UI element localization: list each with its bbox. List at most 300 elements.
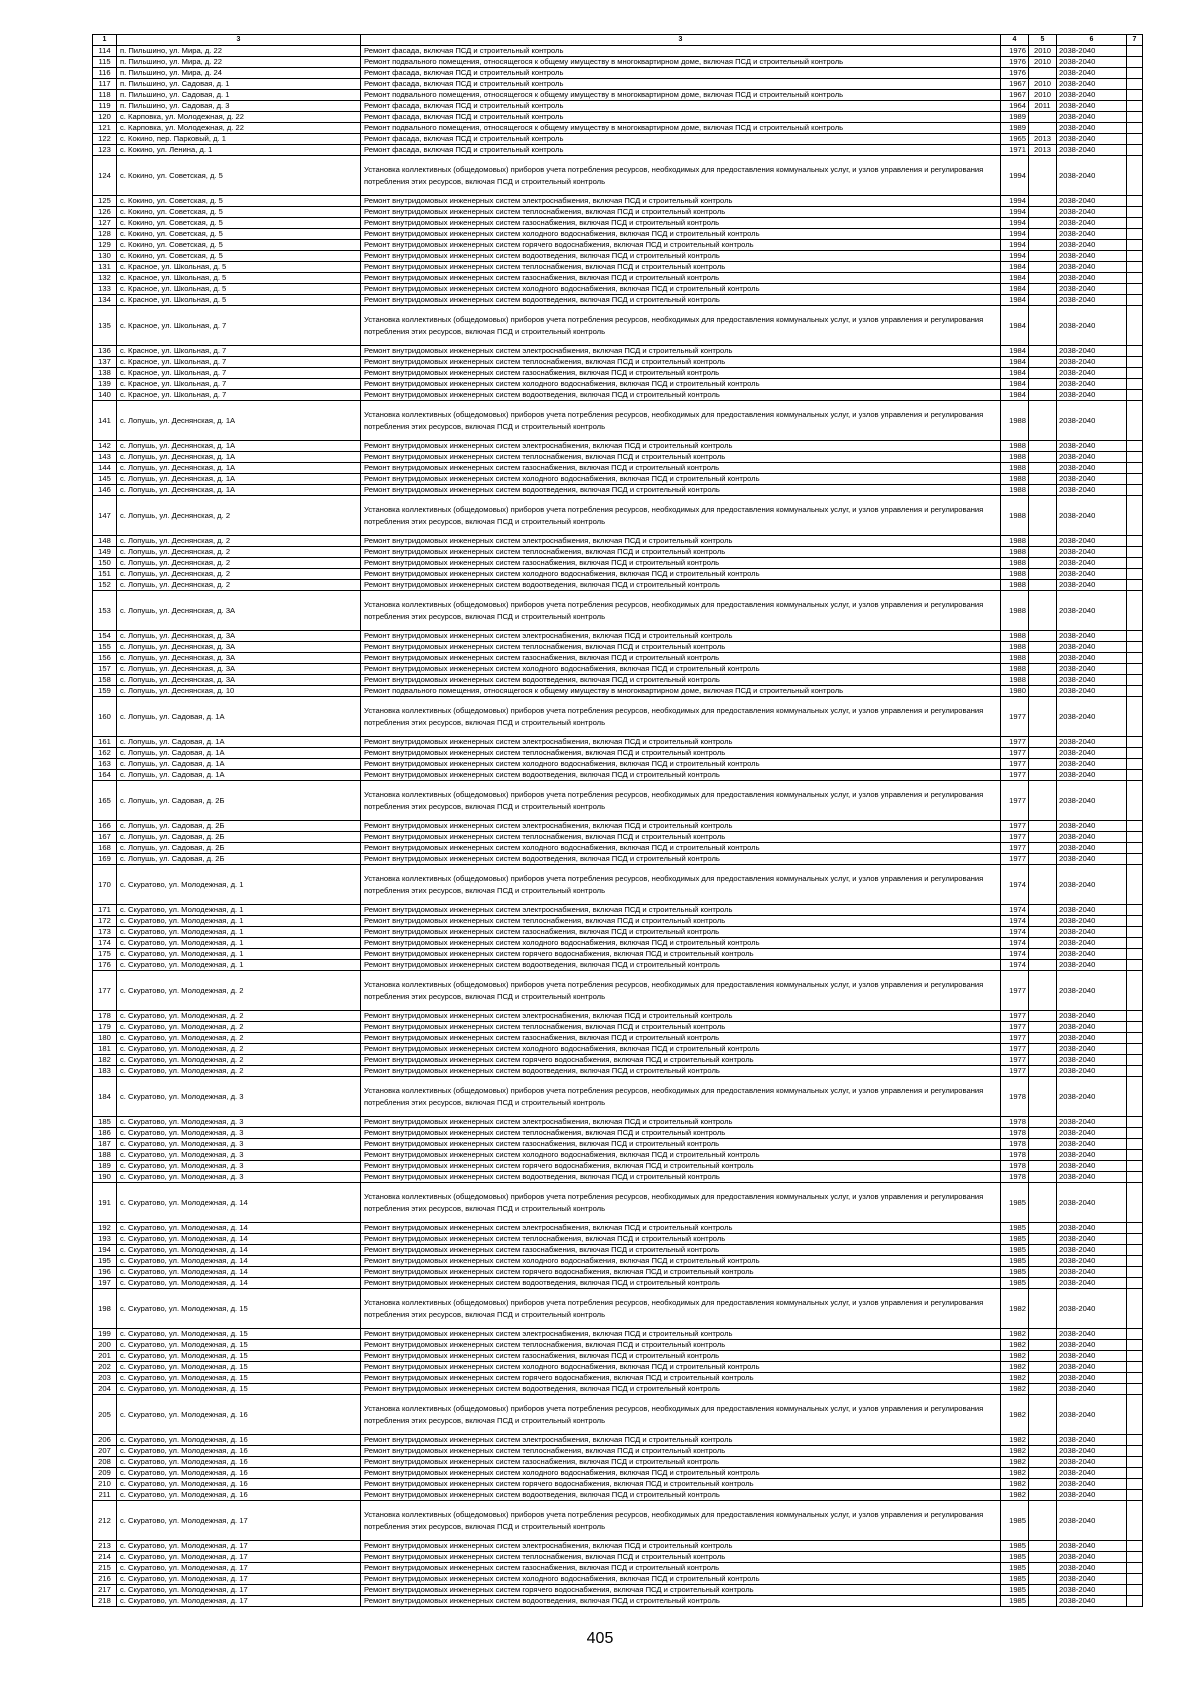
table-row bbox=[93, 547, 1143, 558]
row-note bbox=[1127, 46, 1143, 57]
row-repair-year bbox=[1029, 1044, 1057, 1055]
row-note bbox=[1127, 1574, 1143, 1585]
row-repair-year bbox=[1029, 536, 1057, 547]
row-note bbox=[1127, 759, 1143, 770]
row-repair-year bbox=[1029, 401, 1057, 441]
row-repair-year: 2010 bbox=[1029, 46, 1057, 57]
row-period: 2038-2040 bbox=[1057, 90, 1127, 101]
table-row bbox=[93, 971, 1143, 1011]
row-build-year: 1978 bbox=[1001, 1172, 1029, 1183]
row-work-type: Ремонт внутридомовых инженерных систем теплоснабжения, включая ПСД и строительный контроль bbox=[361, 1128, 1001, 1139]
row-period: 2038-2040 bbox=[1057, 1267, 1127, 1278]
row-note bbox=[1127, 485, 1143, 496]
table-row bbox=[93, 1289, 1143, 1329]
row-work-type: Ремонт внутридомовых инженерных систем теплоснабжения, включая ПСД и строительный контроль bbox=[361, 1552, 1001, 1563]
row-build-year: 1985 bbox=[1001, 1585, 1029, 1596]
row-work-type: Ремонт внутридомовых инженерных систем электроснабжения, включая ПСД и строительный контроль bbox=[361, 346, 1001, 357]
row-build-year: 1984 bbox=[1001, 284, 1029, 295]
row-number: 214 bbox=[93, 1552, 117, 1563]
row-address: с. Скуратово, ул. Молодежная, д. 15 bbox=[117, 1289, 361, 1329]
row-work-type: Ремонт внутридомовых инженерных систем газоснабжения, включая ПСД и строительный контроль bbox=[361, 1351, 1001, 1362]
row-repair-year bbox=[1029, 737, 1057, 748]
row-repair-year bbox=[1029, 123, 1057, 134]
row-number: 162 bbox=[93, 748, 117, 759]
row-period: 2038-2040 bbox=[1057, 770, 1127, 781]
row-address: с. Скуратово, ул. Молодежная, д. 15 bbox=[117, 1362, 361, 1373]
row-period: 2038-2040 bbox=[1057, 1289, 1127, 1329]
row-build-year: 1988 bbox=[1001, 474, 1029, 485]
row-work-type: Ремонт внутридомовых инженерных систем холодного водоснабжения, включая ПСД и строительный контроль bbox=[361, 1362, 1001, 1373]
row-address: п. Пильшино, ул. Садовая, д. 1 bbox=[117, 79, 361, 90]
row-repair-year bbox=[1029, 1150, 1057, 1161]
row-note bbox=[1127, 843, 1143, 854]
table-row bbox=[93, 207, 1143, 218]
row-repair-year bbox=[1029, 664, 1057, 675]
table-row bbox=[93, 68, 1143, 79]
row-build-year: 1984 bbox=[1001, 390, 1029, 401]
row-note bbox=[1127, 207, 1143, 218]
table-row bbox=[93, 1373, 1143, 1384]
row-work-type: Ремонт внутридомовых инженерных систем водоотведения, включая ПСД и строительный контроль bbox=[361, 485, 1001, 496]
row-repair-year bbox=[1029, 295, 1057, 306]
row-work-type: Ремонт внутридомовых инженерных систем холодного водоснабжения, включая ПСД и строительный контроль bbox=[361, 938, 1001, 949]
row-work-type: Ремонт внутридомовых инженерных систем газоснабжения, включая ПСД и строительный контроль bbox=[361, 1457, 1001, 1468]
row-number: 146 bbox=[93, 485, 117, 496]
row-note bbox=[1127, 79, 1143, 90]
row-build-year: 1974 bbox=[1001, 916, 1029, 927]
row-number: 126 bbox=[93, 207, 117, 218]
table-row bbox=[93, 1574, 1143, 1585]
row-note bbox=[1127, 905, 1143, 916]
table-row bbox=[93, 1234, 1143, 1245]
row-period: 2038-2040 bbox=[1057, 642, 1127, 653]
row-work-type: Установка коллективных (общедомовых) приборов учета потребления ресурсов, необходимых для предоставления коммунальных услуг, и узлов управления и регулирования потребления этих ресурсов, включая ПСД и строительный контроль bbox=[361, 496, 1001, 536]
row-period: 2038-2040 bbox=[1057, 1044, 1127, 1055]
row-build-year: 1988 bbox=[1001, 580, 1029, 591]
row-note bbox=[1127, 101, 1143, 112]
row-number: 211 bbox=[93, 1490, 117, 1501]
row-address: с. Скуратово, ул. Молодежная, д. 16 bbox=[117, 1490, 361, 1501]
row-note bbox=[1127, 1384, 1143, 1395]
row-address: с. Скуратово, ул. Молодежная, д. 16 bbox=[117, 1435, 361, 1446]
row-number: 203 bbox=[93, 1373, 117, 1384]
row-note bbox=[1127, 653, 1143, 664]
row-number: 136 bbox=[93, 346, 117, 357]
row-number: 173 bbox=[93, 927, 117, 938]
table-row bbox=[93, 1446, 1143, 1457]
row-work-type: Ремонт внутридомовых инженерных систем холодного водоснабжения, включая ПСД и строительный контроль bbox=[361, 1256, 1001, 1267]
row-repair-year bbox=[1029, 390, 1057, 401]
row-period: 2038-2040 bbox=[1057, 1384, 1127, 1395]
row-period: 2038-2040 bbox=[1057, 653, 1127, 664]
row-repair-year bbox=[1029, 1278, 1057, 1289]
row-period: 2038-2040 bbox=[1057, 916, 1127, 927]
row-repair-year bbox=[1029, 591, 1057, 631]
row-number: 143 bbox=[93, 452, 117, 463]
table-row bbox=[93, 1256, 1143, 1267]
table-row bbox=[93, 1183, 1143, 1223]
table-row bbox=[93, 1541, 1143, 1552]
row-note bbox=[1127, 1033, 1143, 1044]
row-repair-year bbox=[1029, 631, 1057, 642]
row-build-year: 1967 bbox=[1001, 79, 1029, 90]
row-period: 2038-2040 bbox=[1057, 1161, 1127, 1172]
row-period: 2038-2040 bbox=[1057, 496, 1127, 536]
table-row bbox=[93, 1066, 1143, 1077]
row-note bbox=[1127, 1446, 1143, 1457]
row-number: 156 bbox=[93, 653, 117, 664]
row-work-type: Ремонт подвального помещения, относящегося к общему имуществу в многоквартирном доме, включая ПСД и строительный контроль bbox=[361, 123, 1001, 134]
row-build-year: 1974 bbox=[1001, 865, 1029, 905]
row-build-year: 1976 bbox=[1001, 57, 1029, 68]
header-col-last-repair-year: 5 bbox=[1029, 35, 1057, 46]
table-row bbox=[93, 653, 1143, 664]
row-number: 157 bbox=[93, 664, 117, 675]
row-repair-year bbox=[1029, 156, 1057, 196]
row-address: с. Лопушь, ул. Садовая, д. 1А bbox=[117, 770, 361, 781]
row-repair-year bbox=[1029, 960, 1057, 971]
row-work-type: Ремонт внутридомовых инженерных систем электроснабжения, включая ПСД и строительный контроль bbox=[361, 1435, 1001, 1446]
row-period: 2038-2040 bbox=[1057, 1340, 1127, 1351]
row-number: 200 bbox=[93, 1340, 117, 1351]
table-row bbox=[93, 916, 1143, 927]
row-number: 131 bbox=[93, 262, 117, 273]
row-note bbox=[1127, 631, 1143, 642]
row-note bbox=[1127, 949, 1143, 960]
row-note bbox=[1127, 686, 1143, 697]
row-period: 2038-2040 bbox=[1057, 1362, 1127, 1373]
row-repair-year bbox=[1029, 1289, 1057, 1329]
row-number: 158 bbox=[93, 675, 117, 686]
row-note bbox=[1127, 1563, 1143, 1574]
row-address: с. Красное, ул. Школьная, д. 7 bbox=[117, 368, 361, 379]
row-repair-year bbox=[1029, 1585, 1057, 1596]
row-build-year: 1985 bbox=[1001, 1541, 1029, 1552]
row-period: 2038-2040 bbox=[1057, 1183, 1127, 1223]
row-number: 147 bbox=[93, 496, 117, 536]
row-work-type: Ремонт внутридомовых инженерных систем электроснабжения, включая ПСД и строительный контроль bbox=[361, 536, 1001, 547]
table-row bbox=[93, 46, 1143, 57]
row-note bbox=[1127, 536, 1143, 547]
row-repair-year bbox=[1029, 273, 1057, 284]
row-address: с. Скуратово, ул. Молодежная, д. 3 bbox=[117, 1150, 361, 1161]
row-repair-year bbox=[1029, 697, 1057, 737]
row-build-year: 1982 bbox=[1001, 1490, 1029, 1501]
row-build-year: 1985 bbox=[1001, 1563, 1029, 1574]
row-period: 2038-2040 bbox=[1057, 832, 1127, 843]
row-build-year: 1980 bbox=[1001, 686, 1029, 697]
row-address: с. Скуратово, ул. Молодежная, д. 2 bbox=[117, 1066, 361, 1077]
row-work-type: Установка коллективных (общедомовых) приборов учета потребления ресурсов, необходимых для предоставления коммунальных услуг, и узлов управления и регулирования потребления этих ресурсов, включая ПСД и строительный контроль bbox=[361, 156, 1001, 196]
row-note bbox=[1127, 306, 1143, 346]
row-repair-year bbox=[1029, 1022, 1057, 1033]
row-period: 2038-2040 bbox=[1057, 240, 1127, 251]
table-row bbox=[93, 759, 1143, 770]
row-address: с. Лопушь, ул. Деснянская, д. 2 bbox=[117, 496, 361, 536]
table-body bbox=[93, 46, 1143, 1607]
row-address: с. Красное, ул. Школьная, д. 5 bbox=[117, 273, 361, 284]
row-work-type: Ремонт фасада, включая ПСД и строительный контроль bbox=[361, 112, 1001, 123]
row-number: 134 bbox=[93, 295, 117, 306]
row-work-type: Ремонт внутридомовых инженерных систем электроснабжения, включая ПСД и строительный контроль bbox=[361, 441, 1001, 452]
row-address: с. Лопушь, ул. Деснянская, д. 3А bbox=[117, 642, 361, 653]
row-note bbox=[1127, 218, 1143, 229]
row-work-type: Ремонт внутридомовых инженерных систем водоотведения, включая ПСД и строительный контроль bbox=[361, 1172, 1001, 1183]
row-number: 144 bbox=[93, 463, 117, 474]
row-work-type: Ремонт внутридомовых инженерных систем водоотведения, включая ПСД и строительный контроль bbox=[361, 251, 1001, 262]
row-address: с. Скуратово, ул. Молодежная, д. 1 bbox=[117, 960, 361, 971]
row-work-type: Установка коллективных (общедомовых) приборов учета потребления ресурсов, необходимых для предоставления коммунальных услуг, и узлов управления и регулирования потребления этих ресурсов, включая ПСД и строительный контроль bbox=[361, 1183, 1001, 1223]
row-period: 2038-2040 bbox=[1057, 284, 1127, 295]
table-row bbox=[93, 1033, 1143, 1044]
row-period: 2038-2040 bbox=[1057, 452, 1127, 463]
row-repair-year bbox=[1029, 781, 1057, 821]
row-number: 148 bbox=[93, 536, 117, 547]
row-address: с. Скуратово, ул. Молодежная, д. 15 bbox=[117, 1384, 361, 1395]
row-work-type: Ремонт внутридомовых инженерных систем водоотведения, включая ПСД и строительный контроль bbox=[361, 1490, 1001, 1501]
row-period: 2038-2040 bbox=[1057, 631, 1127, 642]
row-work-type: Ремонт внутридомовых инженерных систем теплоснабжения, включая ПСД и строительный контроль bbox=[361, 1234, 1001, 1245]
row-note bbox=[1127, 1585, 1143, 1596]
table-row bbox=[93, 664, 1143, 675]
row-address: с. Лопушь, ул. Садовая, д. 2Б bbox=[117, 832, 361, 843]
row-note bbox=[1127, 357, 1143, 368]
row-period: 2038-2040 bbox=[1057, 390, 1127, 401]
row-work-type: Установка коллективных (общедомовых) приборов учета потребления ресурсов, необходимых для предоставления коммунальных услуг, и узлов управления и регулирования потребления этих ресурсов, включая ПСД и строительный контроль bbox=[361, 1395, 1001, 1435]
row-number: 172 bbox=[93, 916, 117, 927]
row-note bbox=[1127, 390, 1143, 401]
row-period: 2038-2040 bbox=[1057, 1172, 1127, 1183]
row-note bbox=[1127, 1183, 1143, 1223]
row-work-type: Ремонт внутридомовых инженерных систем водоотведения, включая ПСД и строительный контроль bbox=[361, 1278, 1001, 1289]
row-work-type: Установка коллективных (общедомовых) приборов учета потребления ресурсов, необходимых для предоставления коммунальных услуг, и узлов управления и регулирования потребления этих ресурсов, включая ПСД и строительный контроль bbox=[361, 591, 1001, 631]
row-build-year: 1982 bbox=[1001, 1351, 1029, 1362]
row-number: 199 bbox=[93, 1329, 117, 1340]
table-row bbox=[93, 949, 1143, 960]
row-build-year: 1985 bbox=[1001, 1552, 1029, 1563]
row-period: 2038-2040 bbox=[1057, 1245, 1127, 1256]
row-period: 2038-2040 bbox=[1057, 580, 1127, 591]
row-repair-year bbox=[1029, 759, 1057, 770]
row-work-type: Ремонт внутридомовых инженерных систем холодного водоснабжения, включая ПСД и строительный контроль bbox=[361, 843, 1001, 854]
row-address: с. Скуратово, ул. Молодежная, д. 16 bbox=[117, 1457, 361, 1468]
row-period: 2038-2040 bbox=[1057, 1256, 1127, 1267]
row-repair-year bbox=[1029, 642, 1057, 653]
row-repair-year: 2010 bbox=[1029, 90, 1057, 101]
table-row bbox=[93, 1055, 1143, 1066]
header-row bbox=[93, 35, 1143, 46]
table-row bbox=[93, 821, 1143, 832]
row-period: 2038-2040 bbox=[1057, 1234, 1127, 1245]
row-period: 2038-2040 bbox=[1057, 101, 1127, 112]
row-number: 192 bbox=[93, 1223, 117, 1234]
row-period: 2038-2040 bbox=[1057, 1596, 1127, 1607]
row-address: с. Лопушь, ул. Деснянская, д. 10 bbox=[117, 686, 361, 697]
row-build-year: 1985 bbox=[1001, 1245, 1029, 1256]
table-row bbox=[93, 865, 1143, 905]
row-work-type: Установка коллективных (общедомовых) приборов учета потребления ресурсов, необходимых для предоставления коммунальных услуг, и узлов управления и регулирования потребления этих ресурсов, включая ПСД и строительный контроль bbox=[361, 1077, 1001, 1117]
table-row bbox=[93, 536, 1143, 547]
row-work-type: Установка коллективных (общедомовых) приборов учета потребления ресурсов, необходимых для предоставления коммунальных услуг, и узлов управления и регулирования потребления этих ресурсов, включая ПСД и строительный контроль bbox=[361, 781, 1001, 821]
row-work-type: Ремонт подвального помещения, относящегося к общему имуществу в многоквартирном доме, включая ПСД и строительный контроль bbox=[361, 90, 1001, 101]
row-note bbox=[1127, 463, 1143, 474]
row-address: с. Лопушь, ул. Садовая, д. 1А bbox=[117, 697, 361, 737]
row-note bbox=[1127, 938, 1143, 949]
row-address: с. Лопушь, ул. Деснянская, д. 2 bbox=[117, 569, 361, 580]
row-number: 175 bbox=[93, 949, 117, 960]
row-note bbox=[1127, 1267, 1143, 1278]
row-repair-year bbox=[1029, 1596, 1057, 1607]
row-address: с. Скуратово, ул. Молодежная, д. 1 bbox=[117, 916, 361, 927]
row-number: 204 bbox=[93, 1384, 117, 1395]
row-period: 2038-2040 bbox=[1057, 1574, 1127, 1585]
row-number: 163 bbox=[93, 759, 117, 770]
row-repair-year bbox=[1029, 1479, 1057, 1490]
table-row bbox=[93, 1362, 1143, 1373]
row-build-year: 1977 bbox=[1001, 1044, 1029, 1055]
row-period: 2038-2040 bbox=[1057, 463, 1127, 474]
row-address: с. Скуратово, ул. Молодежная, д. 17 bbox=[117, 1585, 361, 1596]
table-row bbox=[93, 1117, 1143, 1128]
row-work-type: Ремонт внутридомовых инженерных систем теплоснабжения, включая ПСД и строительный контроль bbox=[361, 452, 1001, 463]
row-number: 123 bbox=[93, 145, 117, 156]
row-note bbox=[1127, 401, 1143, 441]
row-address: с. Лопушь, ул. Садовая, д. 1А bbox=[117, 748, 361, 759]
row-number: 149 bbox=[93, 547, 117, 558]
row-work-type: Ремонт подвального помещения, относящегося к общему имуществу в многоквартирном доме, включая ПСД и строительный контроль bbox=[361, 57, 1001, 68]
table-row bbox=[93, 558, 1143, 569]
row-work-type: Ремонт внутридомовых инженерных систем холодного водоснабжения, включая ПСД и строительный контроль bbox=[361, 759, 1001, 770]
row-build-year: 1974 bbox=[1001, 960, 1029, 971]
row-build-year: 1964 bbox=[1001, 101, 1029, 112]
row-build-year: 1965 bbox=[1001, 134, 1029, 145]
row-note bbox=[1127, 1329, 1143, 1340]
row-number: 185 bbox=[93, 1117, 117, 1128]
row-repair-year bbox=[1029, 251, 1057, 262]
table-row bbox=[93, 1585, 1143, 1596]
table-row bbox=[93, 196, 1143, 207]
row-period: 2038-2040 bbox=[1057, 1329, 1127, 1340]
row-work-type: Ремонт внутридомовых инженерных систем электроснабжения, включая ПСД и строительный контроль bbox=[361, 905, 1001, 916]
row-work-type: Установка коллективных (общедомовых) приборов учета потребления ресурсов, необходимых для предоставления коммунальных услуг, и узлов управления и регулирования потребления этих ресурсов, включая ПСД и строительный контроль bbox=[361, 1501, 1001, 1541]
row-number: 154 bbox=[93, 631, 117, 642]
row-address: п. Пильшино, ул. Садовая, д. 1 bbox=[117, 90, 361, 101]
row-repair-year: 2013 bbox=[1029, 134, 1057, 145]
row-number: 125 bbox=[93, 196, 117, 207]
row-period: 2038-2040 bbox=[1057, 485, 1127, 496]
row-work-type: Ремонт внутридомовых инженерных систем газоснабжения, включая ПСД и строительный контроль bbox=[361, 1245, 1001, 1256]
row-number: 209 bbox=[93, 1468, 117, 1479]
row-note bbox=[1127, 112, 1143, 123]
row-build-year: 1994 bbox=[1001, 218, 1029, 229]
row-build-year: 1978 bbox=[1001, 1117, 1029, 1128]
row-address: с. Лопушь, ул. Садовая, д. 2Б bbox=[117, 821, 361, 832]
row-repair-year bbox=[1029, 1077, 1057, 1117]
row-address: с. Скуратово, ул. Молодежная, д. 3 bbox=[117, 1117, 361, 1128]
row-build-year: 1977 bbox=[1001, 971, 1029, 1011]
row-number: 193 bbox=[93, 1234, 117, 1245]
row-address: с. Скуратово, ул. Молодежная, д. 1 bbox=[117, 938, 361, 949]
row-number: 114 bbox=[93, 46, 117, 57]
table-row bbox=[93, 262, 1143, 273]
row-address: с. Кокино, ул. Ленина, д. 1 bbox=[117, 145, 361, 156]
row-note bbox=[1127, 1289, 1143, 1329]
row-address: с. Скуратово, ул. Молодежная, д. 15 bbox=[117, 1340, 361, 1351]
row-note bbox=[1127, 697, 1143, 737]
row-number: 177 bbox=[93, 971, 117, 1011]
row-period: 2038-2040 bbox=[1057, 664, 1127, 675]
row-work-type: Установка коллективных (общедомовых) приборов учета потребления ресурсов, необходимых для предоставления коммунальных услуг, и узлов управления и регулирования потребления этих ресурсов, включая ПСД и строительный контроль bbox=[361, 1289, 1001, 1329]
row-address: с. Скуратово, ул. Молодежная, д. 2 bbox=[117, 1033, 361, 1044]
row-period: 2038-2040 bbox=[1057, 1552, 1127, 1563]
row-build-year: 1984 bbox=[1001, 262, 1029, 273]
row-address: с. Скуратово, ул. Молодежная, д. 14 bbox=[117, 1256, 361, 1267]
row-address: п. Пильшино, ул. Мира, д. 22 bbox=[117, 57, 361, 68]
table-row bbox=[93, 1172, 1143, 1183]
row-build-year: 1982 bbox=[1001, 1340, 1029, 1351]
header-col-number: 1 bbox=[93, 35, 117, 46]
row-work-type: Ремонт внутридомовых инженерных систем теплоснабжения, включая ПСД и строительный контроль bbox=[361, 916, 1001, 927]
row-note bbox=[1127, 57, 1143, 68]
row-work-type: Ремонт внутридомовых инженерных систем газоснабжения, включая ПСД и строительный контроль bbox=[361, 463, 1001, 474]
repair-schedule-table bbox=[92, 34, 1143, 1607]
row-repair-year bbox=[1029, 240, 1057, 251]
row-period: 2038-2040 bbox=[1057, 960, 1127, 971]
row-period: 2038-2040 bbox=[1057, 1278, 1127, 1289]
row-period: 2038-2040 bbox=[1057, 1055, 1127, 1066]
row-period: 2038-2040 bbox=[1057, 697, 1127, 737]
table-row bbox=[93, 1490, 1143, 1501]
row-work-type: Ремонт внутридомовых инженерных систем холодного водоснабжения, включая ПСД и строительный контроль bbox=[361, 379, 1001, 390]
row-period: 2038-2040 bbox=[1057, 123, 1127, 134]
row-work-type: Ремонт внутридомовых инженерных систем газоснабжения, включая ПСД и строительный контроль bbox=[361, 368, 1001, 379]
row-address: с. Скуратово, ул. Молодежная, д. 14 bbox=[117, 1223, 361, 1234]
row-note bbox=[1127, 1117, 1143, 1128]
row-work-type: Установка коллективных (общедомовых) приборов учета потребления ресурсов, необходимых для предоставления коммунальных услуг, и узлов управления и регулирования потребления этих ресурсов, включая ПСД и строительный контроль bbox=[361, 865, 1001, 905]
row-period: 2038-2040 bbox=[1057, 218, 1127, 229]
row-number: 145 bbox=[93, 474, 117, 485]
row-build-year: 1994 bbox=[1001, 229, 1029, 240]
row-note bbox=[1127, 145, 1143, 156]
row-work-type: Ремонт внутридомовых инженерных систем теплоснабжения, включая ПСД и строительный контроль bbox=[361, 642, 1001, 653]
row-note bbox=[1127, 569, 1143, 580]
row-address: с. Лопушь, ул. Деснянская, д. 3А bbox=[117, 653, 361, 664]
row-period: 2038-2040 bbox=[1057, 57, 1127, 68]
row-repair-year bbox=[1029, 346, 1057, 357]
row-build-year: 1977 bbox=[1001, 821, 1029, 832]
table-row bbox=[93, 1329, 1143, 1340]
row-work-type: Ремонт внутридомовых инженерных систем электроснабжения, включая ПСД и строительный контроль bbox=[361, 1011, 1001, 1022]
row-address: с. Скуратово, ул. Молодежная, д. 2 bbox=[117, 1022, 361, 1033]
row-repair-year bbox=[1029, 1128, 1057, 1139]
row-number: 151 bbox=[93, 569, 117, 580]
row-repair-year: 2010 bbox=[1029, 79, 1057, 90]
row-build-year: 1985 bbox=[1001, 1183, 1029, 1223]
row-repair-year bbox=[1029, 1117, 1057, 1128]
row-build-year: 1984 bbox=[1001, 368, 1029, 379]
row-number: 133 bbox=[93, 284, 117, 295]
row-work-type: Ремонт внутридомовых инженерных систем теплоснабжения, включая ПСД и строительный контроль bbox=[361, 748, 1001, 759]
row-build-year: 1977 bbox=[1001, 1022, 1029, 1033]
row-period: 2038-2040 bbox=[1057, 79, 1127, 90]
row-period: 2038-2040 bbox=[1057, 295, 1127, 306]
row-period: 2038-2040 bbox=[1057, 737, 1127, 748]
row-build-year: 1984 bbox=[1001, 379, 1029, 390]
row-address: с. Кокино, пер. Парковый, д. 1 bbox=[117, 134, 361, 145]
row-note bbox=[1127, 1468, 1143, 1479]
row-address: п. Пильшино, ул. Мира, д. 22 bbox=[117, 46, 361, 57]
row-period: 2038-2040 bbox=[1057, 1223, 1127, 1234]
